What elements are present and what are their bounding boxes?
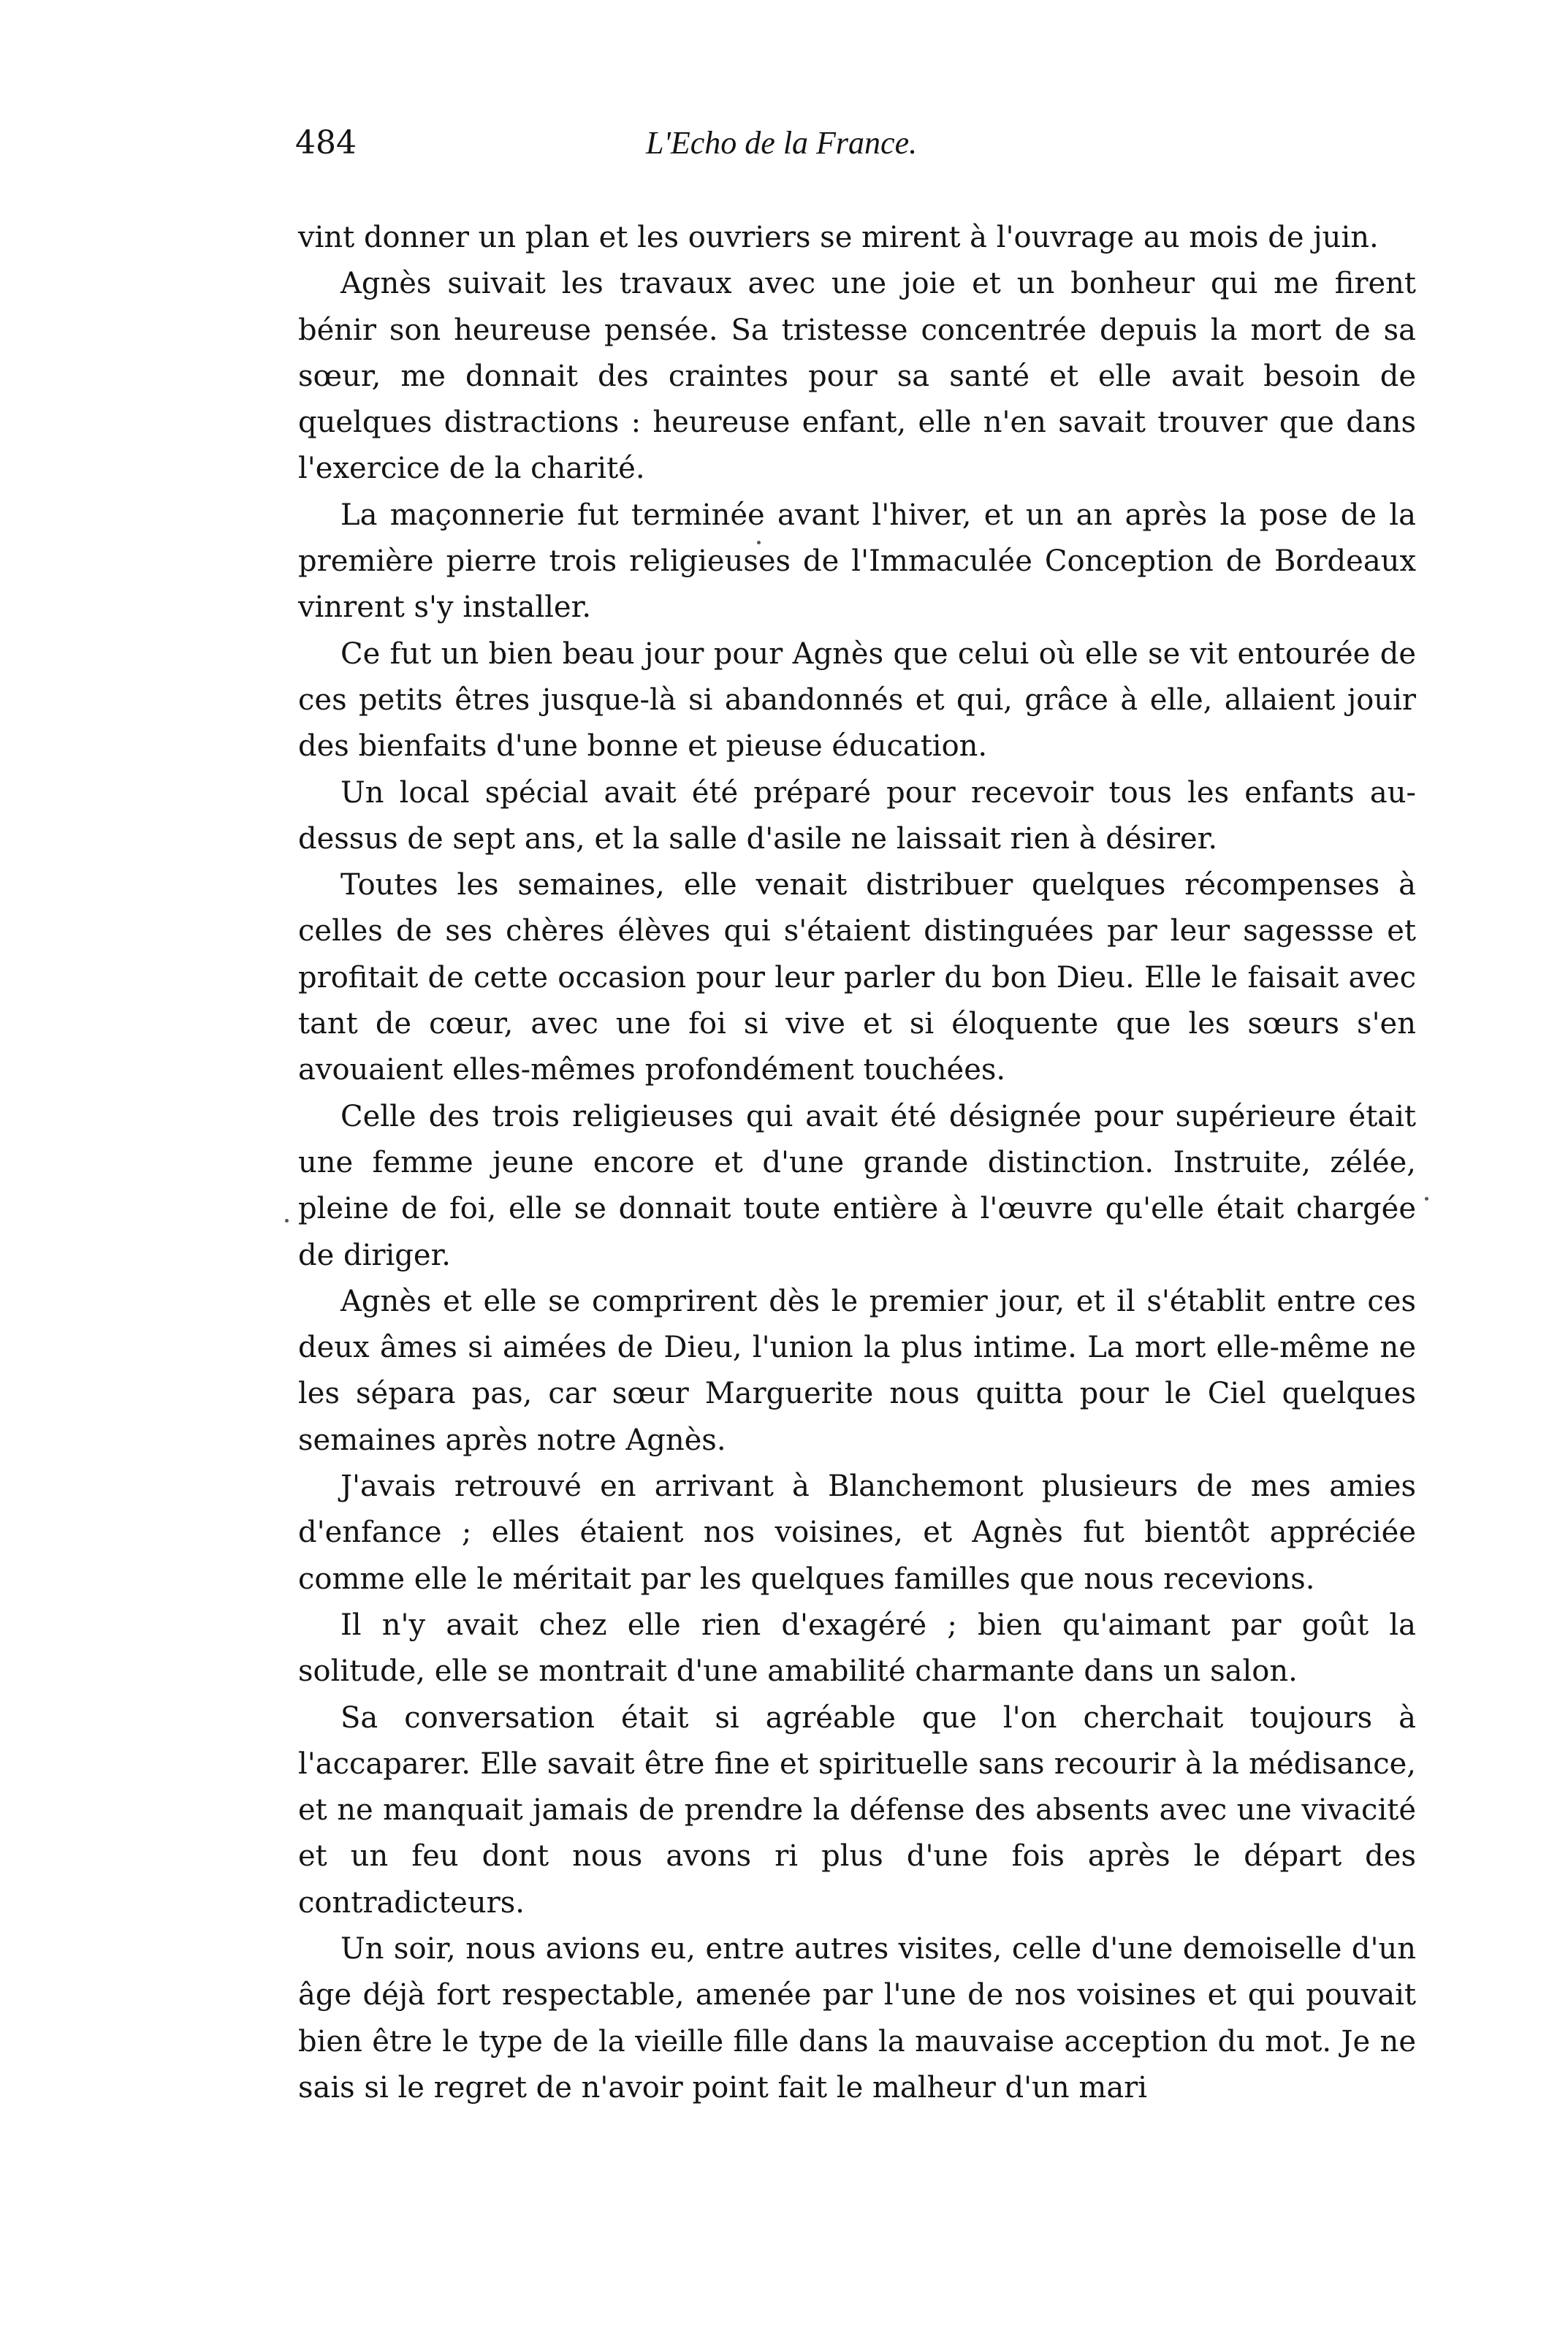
paragraph: Agnès et elle se comprirent dès le premier jour, et il s'établit entre ces deux âmes si aimées de Dieu, l'union la plus intime. La mort elle-même ne les sépara pas, car sœur Marguerite nous quitta pour le Ciel quelques semaines après notre Agnès. (298, 1284, 1416, 1457)
page-number: 484 (295, 124, 357, 161)
paragraph: Il n'y avait chez elle rien d'exagéré ; bien qu'aimant par goût la solitude, elle se montrait d'une amabilité charmante dans un salon. (298, 1608, 1416, 1689)
running-title: L'Echo de la France. (646, 125, 918, 161)
paragraph: Celle des trois religieuses qui avait été désignée pour supérieure était une femme jeune encore et d'une grande distinction. Instruite, zélée, pleine de foi, elle se donnait toute entière à l'œuvre qu'elle était chargée de diriger. (298, 1099, 1416, 1272)
paragraph: J'avais retrouvé en arrivant à Blanchemont plusieurs de mes amies d'enfance ; elles étaient nos voisines, et Agnès fut bientôt appréciée comme elle le méritait par les quelques familles que nous recevions. (298, 1470, 1416, 1596)
print-speck (285, 1219, 289, 1223)
body-text (298, 215, 1416, 2111)
paragraph: Ce fut un bien beau jour pour Agnès que celui où elle se vit entourée de ces petits êtres jusque-là si abandonnés et qui, grâce à elle, allaient jouir des bienfaits d'une bonne et pieuse éducation. (298, 636, 1416, 764)
page-header (295, 124, 1420, 175)
paragraph: La maçonnerie fut terminée avant l'hiver, et un an après la pose de la première pierre trois religieuses de l'Immaculée Conception de Bordeaux vinrent s'y installer. (298, 498, 1416, 625)
paragraph: Toutes les semaines, elle venait distribuer quelques récompenses à celles de ses chères élèves qui s'étaient distinguées par leur sagessse et profitait de cette occasion pour leur parler du bon Dieu. Elle le faisait avec tant de cœur, avec une foi si vive et si éloquente que les sœurs s'en avouaient elles-mêmes profondément touchées. (298, 868, 1416, 1087)
paragraph: Un soir, nous avions eu, entre autres visites, celle d'une demoiselle d'un âge déjà fort respectable, amenée par l'une de nos voisines et qui pouvait bien être le type de la vieille fille dans la mauvaise acception du mot. Je ne sais si le regret de n'avoir point fait le malheur d'un mari (298, 1931, 1416, 2105)
paragraph: Un local spécial avait été préparé pour recevoir tous les enfants au-dessus de sept ans, et la salle d'asile ne laissait rien à désirer. (298, 775, 1416, 856)
paragraph: Agnès suivait les travaux avec une joie et un bonheur qui me firent bénir son heureuse pensée. Sa tristesse concentrée depuis la mort de sa sœur, me donnait des craintes pour sa santé et elle avait besoin de quelques distractions : heureuse enfant, elle n'en savait trouver que dans l'exercice de la charité. (298, 267, 1416, 486)
paragraph: Sa conversation était si agréable que l'on cherchait toujours à l'accaparer. Elle savait être fine et spirituelle sans recourir à la médisance, et ne manquait jamais de prendre la défense des absents avec une vivacité et un feu dont nous avons ri plus d'une fois après le départ des contradicteurs. (298, 1700, 1416, 1920)
print-speck (1425, 1197, 1428, 1201)
paragraph: vint donner un plan et les ouvriers se mirent à l'ouvrage au mois de juin. (298, 221, 1379, 254)
print-speck (757, 541, 761, 544)
